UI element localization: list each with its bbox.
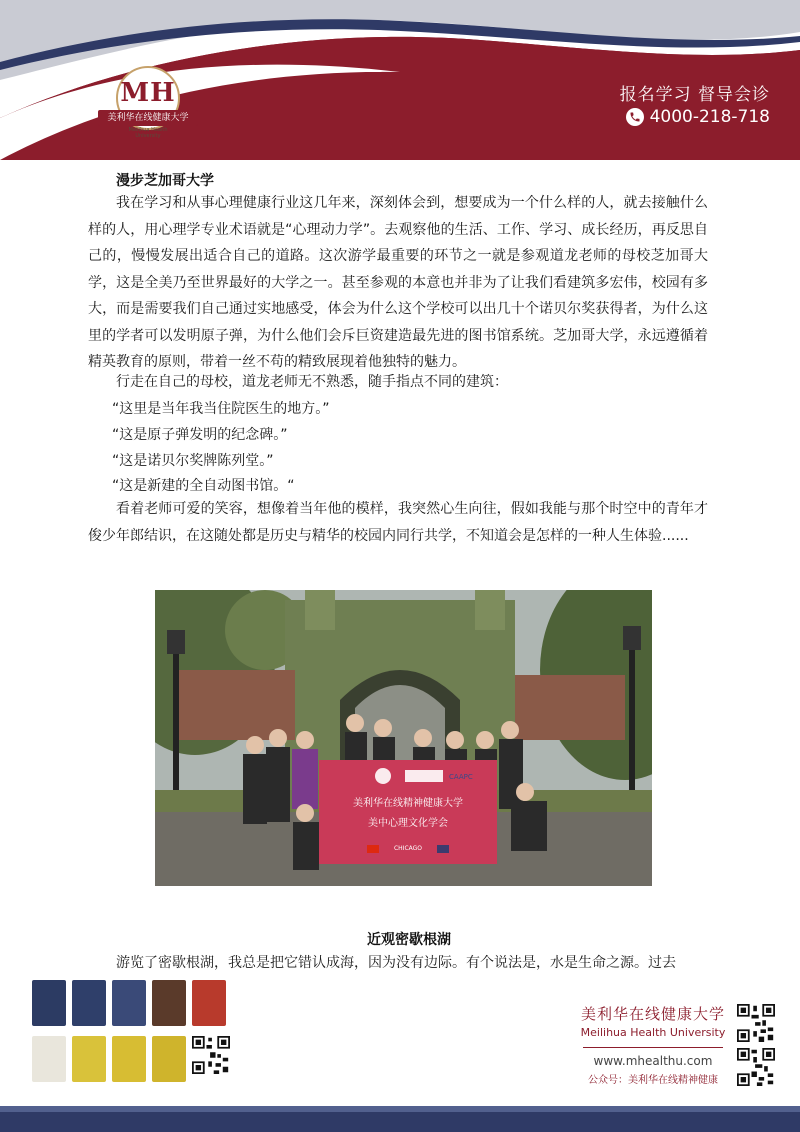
- section-title-michigan: 近观密歇根湖: [367, 932, 451, 948]
- book-cover: [72, 980, 106, 1026]
- footer-brand-name: 美利华在线健康大学: [580, 1005, 725, 1023]
- book-cover: [112, 980, 146, 1026]
- group-photo: [155, 590, 652, 886]
- footer-website-link[interactable]: www.mhealthu.com: [593, 1054, 713, 1068]
- banner-line2: 美中心理文化学会: [368, 818, 448, 829]
- paragraph-intro: 我在学习和从事心理健康行业这几年来，深刻体会到，想要成为一个什么样的人，就去接触什么样的人，用心理学专业术语就是“心理动力学”。去观察他的生活、工作、学习、成长经历，再反思自己的，慢慢发展出适合自己的道路。这次游学最重要的环节之一就是参观道龙老师的母校芝加哥大学，这是全美乃至世界最好的大学之一。甚至参观的本意也并非为了让我们看建筑多宏伟，校园有多大，而是需要我们自己通过实地感受，体会为什么这个学校可以出几十个诺贝尔奖获得者，为什么这里的学者可以发明原子弹，为什么他们会斥巨资建造最先进的图书馆系统。芝加哥大学，永远遵循着精英教育的原则，带着一丝不苟的精致展现着他独特的魅力。: [88, 195, 708, 370]
- website-qr-code[interactable]: [737, 1004, 775, 1042]
- logo-subtitle: Meilihua Health University: [128, 127, 168, 139]
- banner-city: CHICAGO: [393, 845, 423, 852]
- book-cover: [152, 1036, 186, 1082]
- banner-line1: 美利华在线精神健康大学: [353, 798, 463, 809]
- book-covers: [28, 980, 238, 1090]
- header-phone[interactable]: [626, 107, 770, 127]
- paragraph-walk: 行走在自己的母校，道龙老师无不熟悉，随手指点不同的建筑：: [116, 374, 508, 390]
- book-cover: [32, 1036, 66, 1082]
- banner-org: CAAPC: [449, 773, 473, 781]
- quote-line: “这是原子弹发明的纪念碑。”: [112, 427, 288, 443]
- footer-divider: [583, 1047, 723, 1048]
- phone-icon: [626, 108, 644, 126]
- book-cover: [72, 1036, 106, 1082]
- quote-line: “这是新建的全自动图书馆。“: [112, 478, 295, 494]
- quote-line: “这是诺贝尔奖牌陈列堂。”: [112, 453, 274, 469]
- section-title-chicago: 漫步芝加哥大学: [116, 173, 214, 189]
- university-logo[interactable]: [96, 66, 200, 138]
- book-cover: [192, 980, 226, 1026]
- footer-bar: [0, 1106, 800, 1132]
- phone-number: 4000-218-718: [649, 107, 770, 127]
- logo-mark: MH: [120, 78, 176, 108]
- book-cover: [152, 980, 186, 1026]
- header-slogan: 报名学习 督导会诊: [619, 85, 770, 105]
- logo-ribbon: 美利华在线健康大学: [98, 110, 198, 126]
- footer-brand: [578, 1003, 728, 1086]
- footer-brand-en: Meilihua Health University: [580, 1026, 726, 1039]
- paragraph-michigan: 游览了密歇根湖，我总是把它错认成海，因为没有边际。有个说法是，水是生命之源。过去: [116, 955, 676, 971]
- book-cover: [112, 1036, 146, 1082]
- quote-line: “这里是当年我当住院医生的地方。”: [112, 401, 330, 417]
- footer-wechat: 公众号：美利华在线精神健康: [588, 1075, 718, 1086]
- book-cover: [32, 980, 66, 1026]
- wechat-qr-code[interactable]: [737, 1048, 775, 1086]
- books-qr-code[interactable]: [192, 1036, 230, 1074]
- paragraph-reflection: 看着老师可爱的笑容，想像着当年他的模样，我突然心生向往，假如我能与那个时空中的青年才俊少年郎结识，在这随处都是历史与精华的校园内同行共学，不知道会是怎样的一种人生体验......: [88, 501, 708, 544]
